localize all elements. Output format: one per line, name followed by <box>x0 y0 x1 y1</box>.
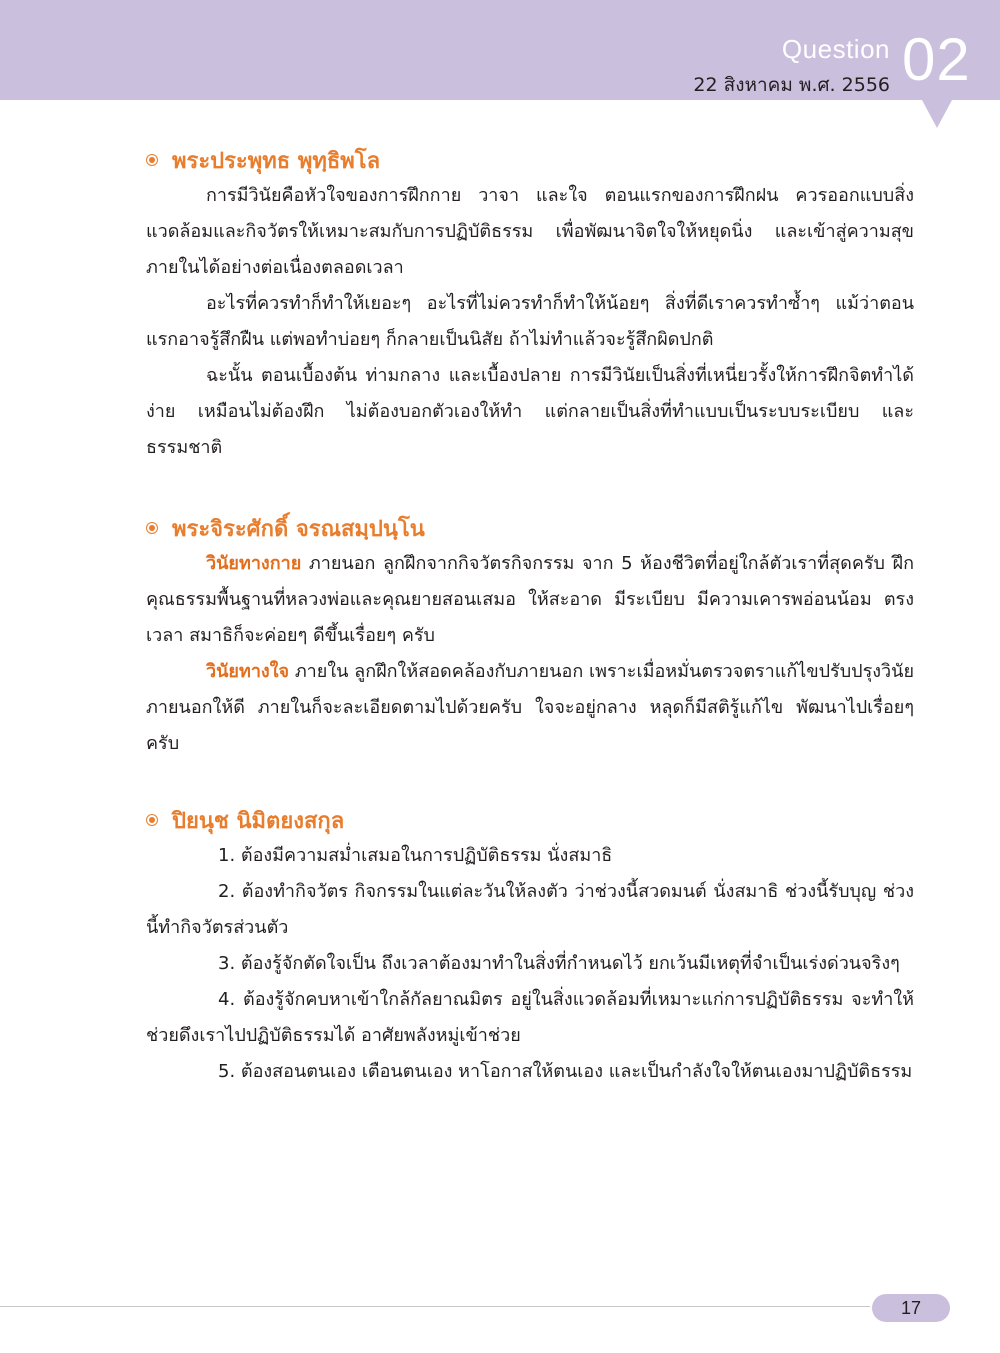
discipline-label: วินัยทางใจ <box>206 661 290 682</box>
section-name: ปิยนุช นิมิตยงสกุล <box>172 808 345 834</box>
paragraph: อะไรที่ควรทำก็ทำให้เยอะๆ อะไรที่ไม่ควรทำก็ทำให้น้อยๆ สิ่งที่ดีเราควรทำซ้ำๆ แม้ว่าตอนแรกอาจรู้สึกฝืน แต่พอทำบ่อยๆ ก็กลายเป็นนิสัย ถ้าไม่ทำแล้วจะรู้สึกผิดปกติ <box>146 293 914 350</box>
bullet-icon <box>146 814 158 826</box>
section-name: พระประพุทธ พุทฺธิพโล <box>172 148 381 174</box>
paragraph: การมีวินัยคือหัวใจของการฝึกกาย วาจา และใจ ตอนแรกของการฝึกฝน ควรออกแบบสิ่งแวดล้อมและกิจวัตรให้เหมาะสมกับการปฏิบัติธรรม เพื่อพัฒนาจิตใจให้หยุดนิ่ง และเข้าสู่ความสุขภายในได้อย่างต่อเนื่องตลอดเวลา <box>146 185 914 278</box>
section-1 <box>146 142 914 466</box>
paragraph <box>146 546 914 654</box>
discipline-text: ภายนอก ลูกฝึกจากกิจวัตรกิจกรรม จาก 5 ห้องชีวิตที่อยู่ใกล้ตัวเราที่สุดครับ ฝึกคุณธรรมพื้นฐานที่หลวงพ่อและคุณยายสอนเสมอ ให้สะอาด มีระเบียบ มีความเคารพอ่อนน้อม ตรงเวลา สมาธิก็จะค่อยๆ ดีขึ้นเรื่อยๆ ครับ <box>146 553 914 646</box>
discipline-text: ภายใน ลูกฝึกให้สอดคล้องกับภายนอก เพราะเมื่อหมั่นตรวจตราแก้ไขปรับปรุงวินัยภายนอกให้ดี ภายในก็จะละเอียดตามไปด้วยครับ ใจจะอยู่กลาง หลุดก็มีสติรู้แก้ไข พัฒนาไปเรื่อยๆ ครับ <box>146 661 914 754</box>
header-date: 22 สิงหาคม พ.ศ. 2556 <box>693 74 890 96</box>
list-item: 4. ต้องรู้จักคบหาเข้าใกล้กัลยาณมิตร อยู่ในสิ่งแวดล้อมที่เหมาะแก่การปฏิบัติธรรม จะทำให้ช่วยดึงเราไปปฏิบัติธรรมได้ อาศัยพลังหมู่เข้าช่วย <box>146 989 914 1046</box>
discipline-label: วินัยทางกาย <box>206 553 302 574</box>
header-question-number: 02 <box>902 26 971 93</box>
footer-divider <box>0 1306 870 1307</box>
section-heading <box>146 802 914 838</box>
paragraph <box>146 654 914 762</box>
list-item: 1. ต้องมีความสม่ำเสมอในการปฏิบัติธรรม นั่งสมาธิ <box>218 845 613 866</box>
list-item: 2. ต้องทำกิจวัตร กิจกรรมในแต่ละวันให้ลงตัว ว่าช่วงนี้สวดมนต์ นั่งสมาธิ ช่วงนี้รับบุญ ช่วงนี้ทำกิจวัตรส่วนตัว <box>146 881 914 938</box>
bullet-icon <box>146 522 158 534</box>
section-2 <box>146 510 914 762</box>
page-number: 17 <box>872 1294 950 1322</box>
bullet-icon <box>146 154 158 166</box>
section-heading <box>146 510 914 546</box>
paragraph: ฉะนั้น ตอนเบื้องต้น ท่ามกลาง และเบื้องปลาย การมีวินัยเป็นสิ่งที่เหนี่ยวรั้งให้การฝึกจิตทำได้ง่าย เหมือนไม่ต้องฝึก ไม่ต้องบอกตัวเองให้ทำ แต่กลายเป็นสิ่งที่ทำแบบเป็นระบบระเบียบ และธรรมชาติ <box>146 365 914 458</box>
header-pointer <box>922 100 952 128</box>
list-item: 5. ต้องสอนตนเอง เตือนตนเอง หาโอกาสให้ตนเอง และเป็นกำลังใจให้ตนเองมาปฏิบัติธรรม <box>218 1061 913 1082</box>
section-name: พระจิระศักดิ์ จรณสมฺปนฺโน <box>172 516 425 542</box>
section-3 <box>146 802 914 1090</box>
list-item: 3. ต้องรู้จักตัดใจเป็น ถึงเวลาต้องมาทำในสิ่งที่กำหนดไว้ ยกเว้นมีเหตุที่จำเป็นเร่งด่วนจริงๆ <box>218 953 900 974</box>
header-question-label: Question <box>781 34 890 64</box>
section-heading <box>146 142 914 178</box>
